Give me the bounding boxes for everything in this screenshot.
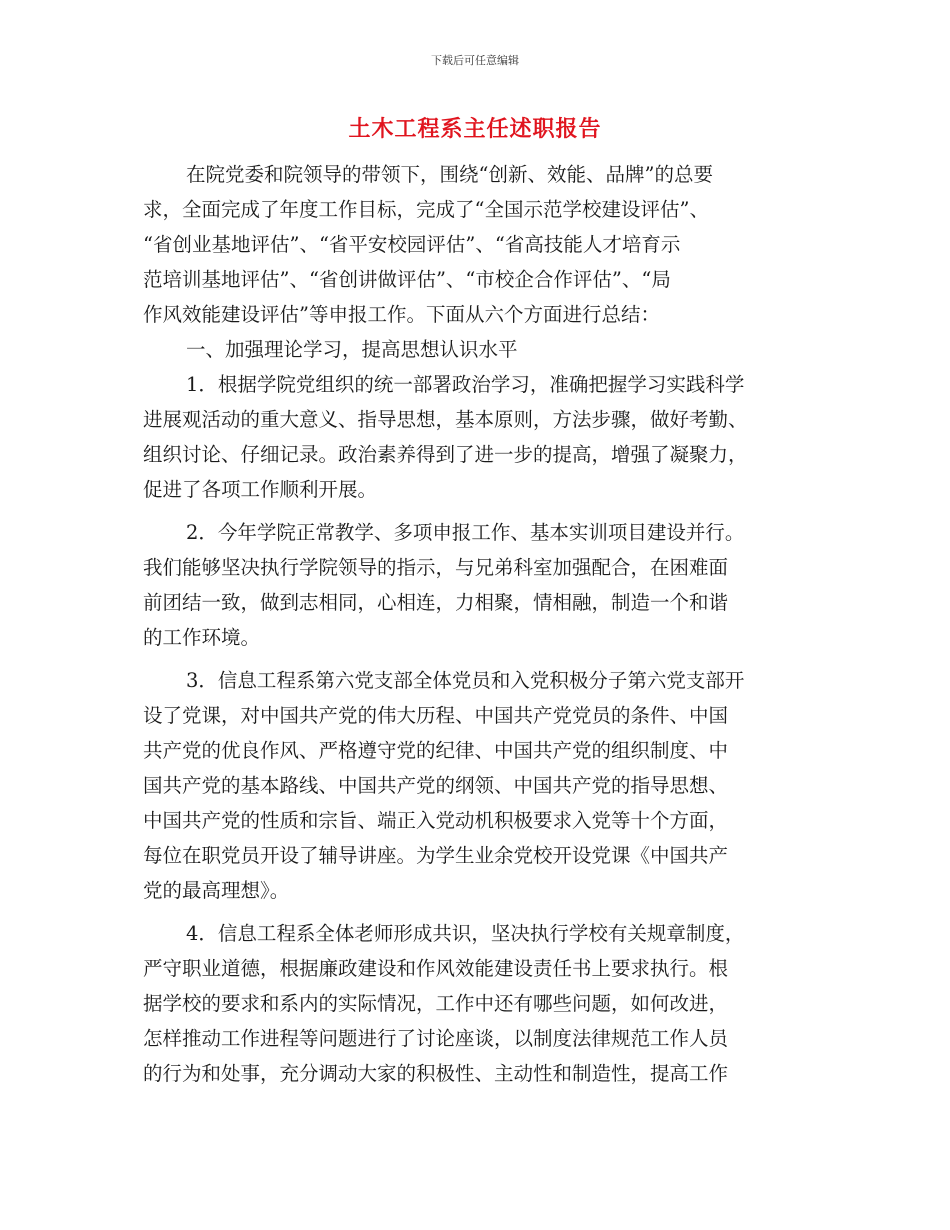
document-title: 土木工程系主任述职报告 — [348, 117, 602, 142]
text-line: 2．今年学院正常教学、多项申报工作、基本实训项目建设并行。 — [186, 521, 745, 544]
text-line: 促进了各项工作顺利开展。 — [143, 478, 378, 501]
text-line: 怎样推动工作进程等问题进行了讨论座谈，以制度法律规范工作人员 — [143, 1027, 729, 1050]
text-line: 共产党的优良作风、严格遵守党的纪律、中国共产党的组织制度、中 — [143, 739, 729, 762]
text-line: “省创业基地评估”、“省平安校园评估”、“省高技能人才培育示 — [143, 233, 681, 256]
text-line: 进展观活动的重大意义、指导思想，基本原则，方法步骤，做好考勤、 — [143, 408, 748, 431]
paragraph — [143, 663, 815, 908]
text-line: 严守职业道德，根据廉政建设和作风效能建设责任书上要求执行。根 — [143, 957, 729, 980]
text-line: 的工作环境。 — [143, 626, 261, 649]
text-line: 范培训基地评估”、“省创讲做评估”、“市校企合作评估”、“局 — [143, 268, 671, 291]
text-line: 1．根据学院党组织的统一部署政治学习，准确把握学习实践科学 — [186, 373, 745, 396]
text-line: 每位在职党员开设了辅导讲座。为学生业余党校开设党课《中国共产 — [143, 844, 729, 867]
paragraph — [143, 157, 815, 332]
text-line: 在院党委和院领导的带领下，围绕“创新、效能、品牌”的总要 — [186, 163, 713, 186]
header-note: 下载后可任意编辑 — [431, 54, 519, 67]
document-body — [143, 157, 815, 1091]
text-line: 组织讨论、仔细记录。政治素养得到了进一步的提高，增强了凝聚力， — [143, 443, 748, 466]
text-line: 作风效能建设评估”等申报工作。下面从六个方面进行总结： — [143, 303, 660, 326]
text-line: 的行为和处事，充分调动大家的积极性、主动性和制造性，提高工作 — [143, 1062, 729, 1085]
text-line: 我们能够坚决执行学院领导的指示，与兄弟科室加强配合，在困难面 — [143, 556, 729, 579]
text-line: 一、加强理论学习，提高思想认识水平 — [186, 338, 518, 361]
text-line: 前团结一致，做到志相同，心相连，力相聚，情相融，制造一个和谐 — [143, 591, 729, 614]
text-line: 党的最高理想》。 — [143, 879, 290, 902]
text-line: 3．信息工程系第六党支部全体党员和入党积极分子第六党支部开 — [186, 669, 745, 692]
text-line: 国共产党的基本路线、中国共产党的纲领、中国共产党的指导思想、 — [143, 774, 729, 797]
text-line: 设了党课，对中国共产党的伟大历程、中国共产党党员的条件、中国 — [143, 704, 729, 727]
text-line: 据学校的要求和系内的实际情况，工作中还有哪些问题，如何改进， — [143, 992, 729, 1015]
section-heading — [143, 332, 815, 367]
text-line: 4．信息工程系全体老师形成共识，坚决执行学校有关规章制度， — [186, 922, 745, 945]
text-line: 中国共产党的性质和宗旨、端正入党动机积极要求入党等十个方面， — [143, 809, 729, 832]
paragraph — [143, 367, 815, 507]
paragraph — [143, 515, 815, 655]
text-line: 求，全面完成了年度工作目标，完成了“全国示范学校建设评估”、 — [143, 198, 709, 221]
paragraph — [143, 916, 815, 1091]
